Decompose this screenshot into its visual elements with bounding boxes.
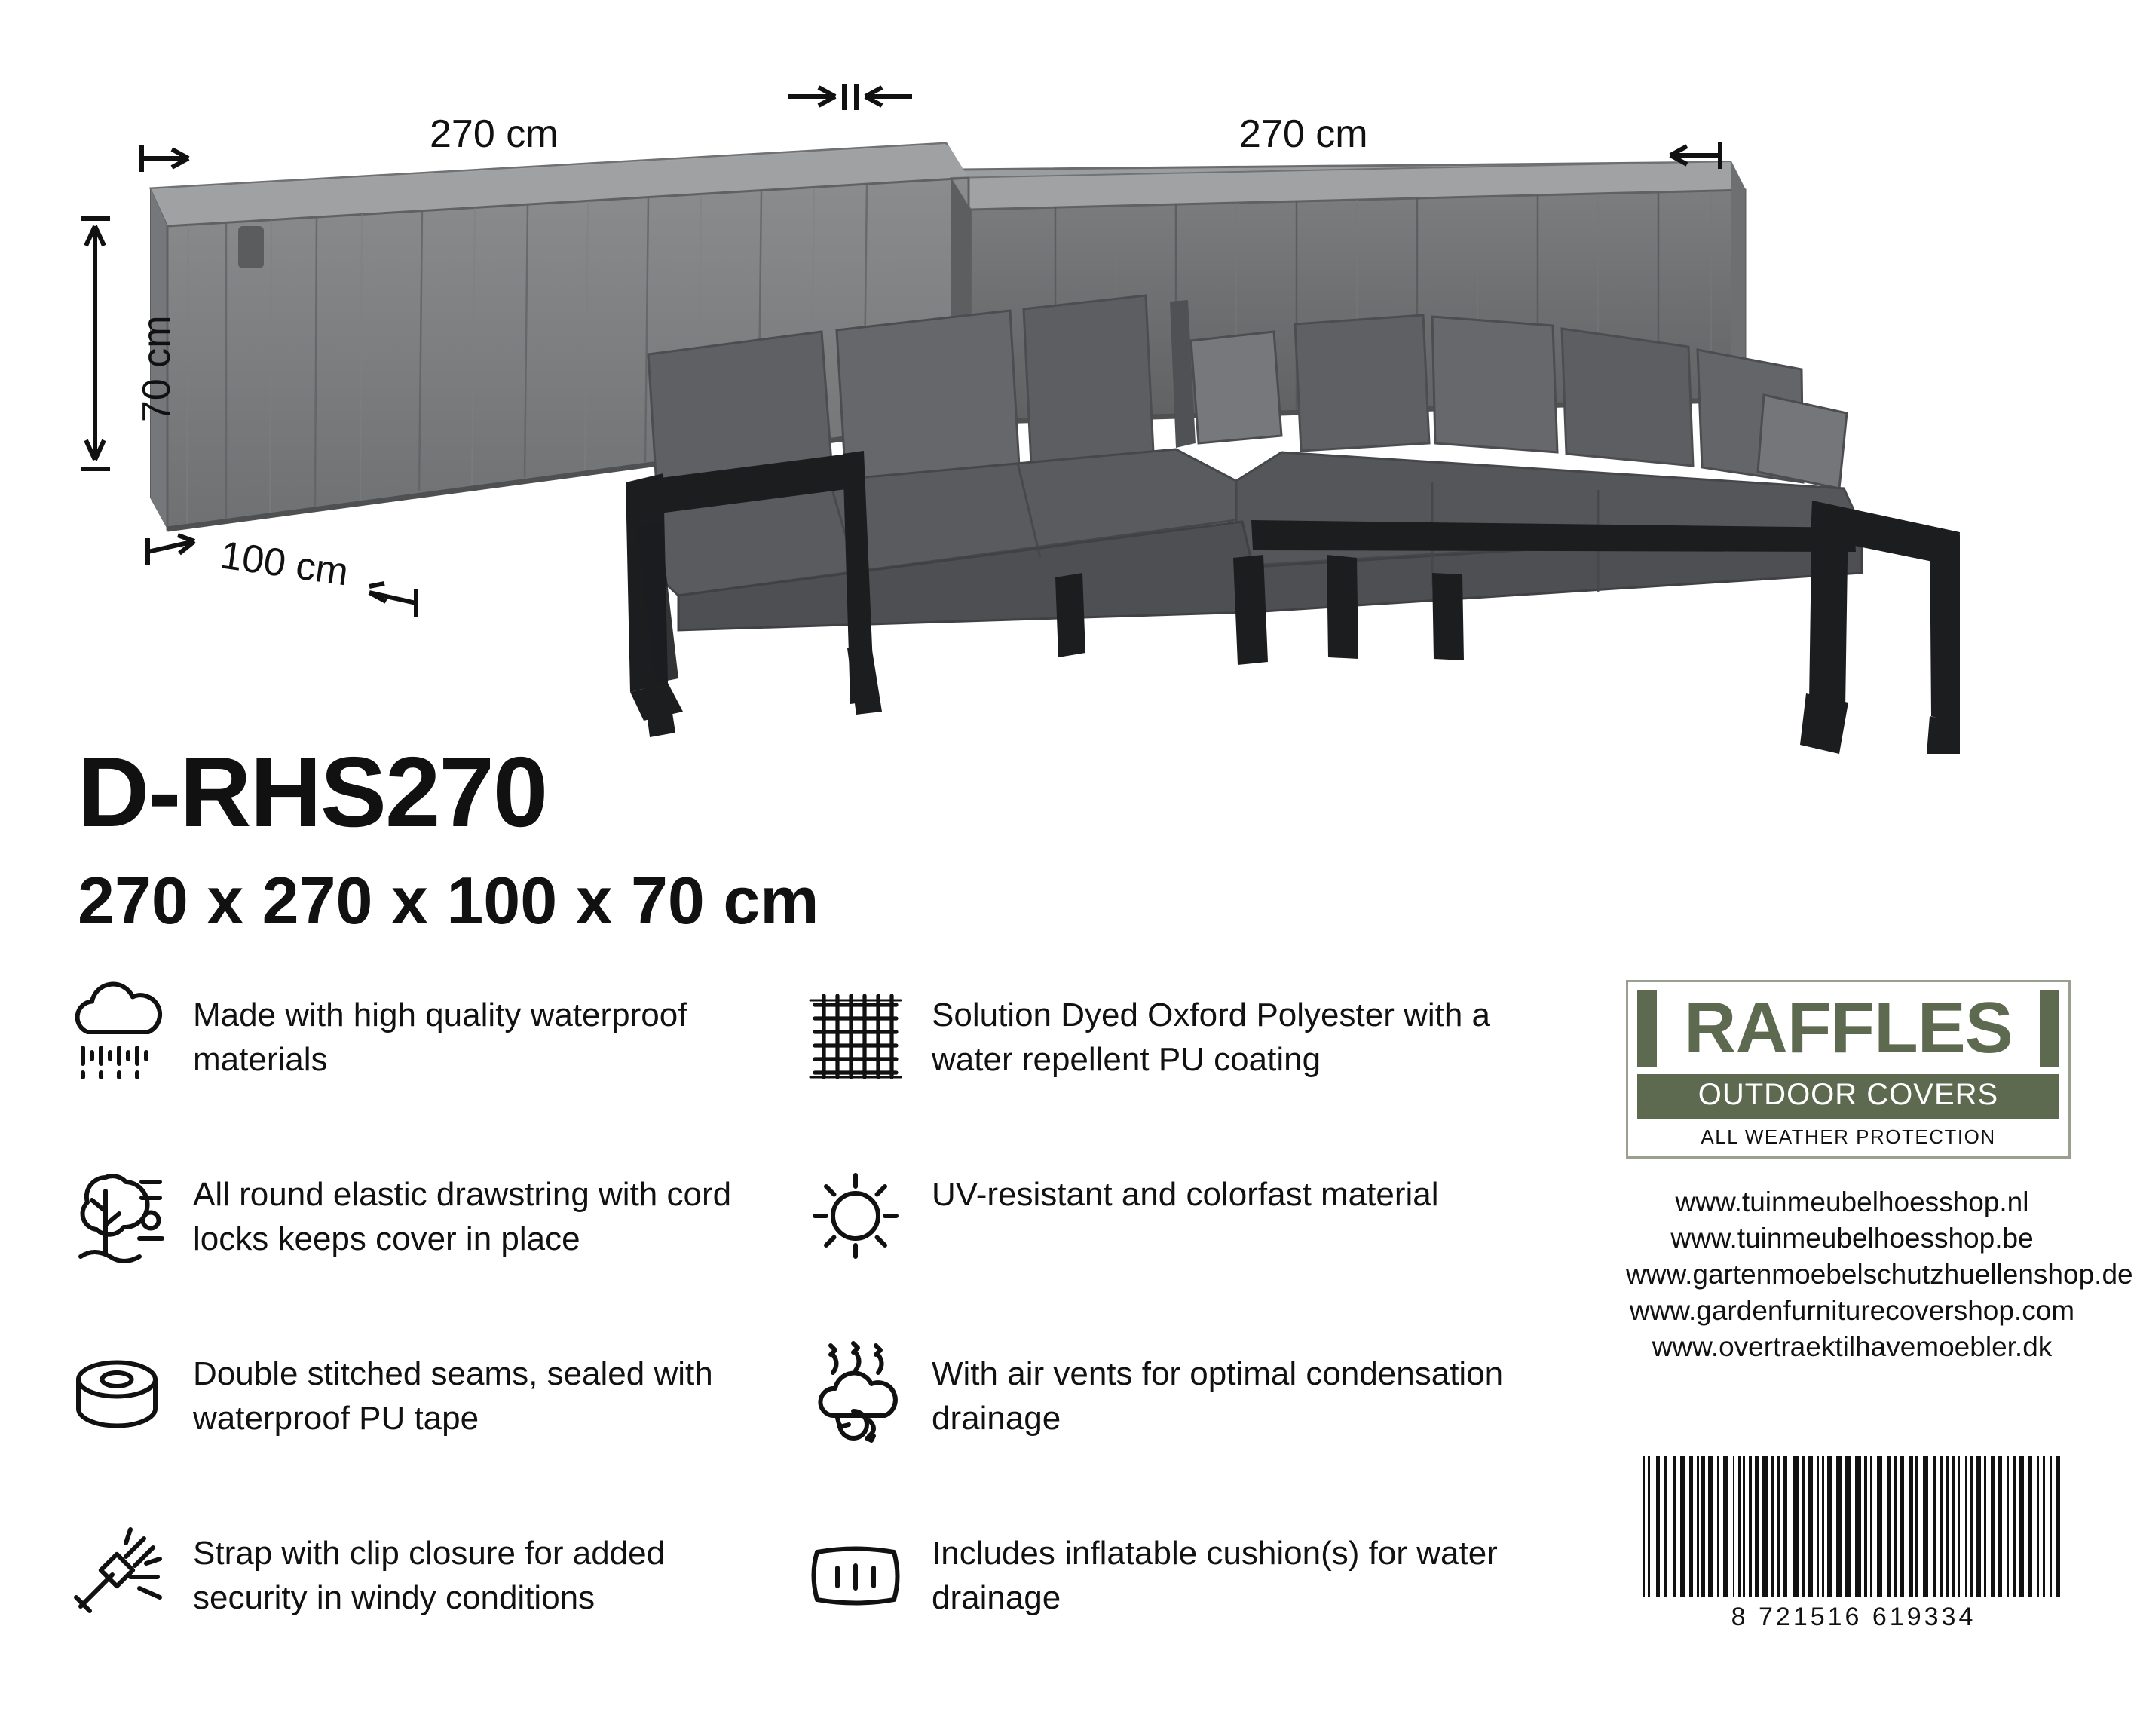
website-item: www.gartenmoebelschutzhuellenshop.de	[1626, 1259, 2133, 1291]
product-code: D-RHS270	[78, 736, 547, 847]
logo-left-bar	[1637, 990, 1657, 1067]
website-list	[1626, 1184, 2133, 1365]
dimension-top-right: 270 cm	[1239, 112, 1368, 156]
feature-item	[60, 1339, 784, 1474]
product-dimensions: 270 x 270 x 100 x 70 cm	[78, 863, 819, 938]
feature-item	[60, 1518, 784, 1654]
sun-icon	[799, 1159, 912, 1272]
feature-text: Includes inflatable cushion(s) for water drainage	[932, 1535, 1498, 1616]
cushion-icon	[799, 1518, 912, 1631]
dimension-arrows	[0, 0, 2137, 754]
feature-text: Made with high quality waterproof materials	[193, 997, 687, 1078]
brand-subtitle: OUTDOOR COVERS	[1637, 1074, 2059, 1119]
logo-right-bar	[2040, 990, 2059, 1067]
feature-item	[799, 1339, 1523, 1474]
feature-text: With air vents for optimal condensation drainage	[932, 1355, 1504, 1437]
barcode-bars	[1643, 1456, 2065, 1597]
brand-tagline: ALL WEATHER PROTECTION	[1701, 1125, 1996, 1148]
brand-name: RAFFLES	[1684, 987, 2013, 1068]
brand-logo	[1626, 980, 2071, 1159]
dimension-height: 70 cm	[135, 315, 179, 422]
feature-item	[799, 1159, 1523, 1295]
feature-text: Solution Dyed Oxford Polyester with a water repellent PU coating	[932, 997, 1491, 1078]
air-vent-cloud-icon	[799, 1339, 912, 1452]
dimension-depth: 100 cm	[217, 533, 351, 595]
fabric-weave-icon	[799, 980, 912, 1093]
feature-item	[799, 980, 1523, 1116]
feature-text: All round elastic drawstring with cord locks keeps cover in place	[193, 1176, 732, 1257]
dimension-top-left: 270 cm	[430, 112, 559, 156]
brand-panel	[1626, 980, 2133, 1365]
barcode	[1643, 1456, 2065, 1632]
strap-clip-icon	[60, 1518, 173, 1631]
feature-text: UV-resistant and colorfast material	[932, 1176, 1439, 1213]
barcode-digits: 8 721516 619334	[1731, 1603, 1976, 1631]
tape-roll-icon	[60, 1339, 173, 1452]
rain-cloud-icon	[60, 980, 173, 1093]
website-item: www.gardenfurniturecovershop.com	[1629, 1295, 2075, 1327]
website-item: www.tuinmeubelhoesshop.be	[1670, 1223, 2034, 1254]
feature-list	[60, 980, 1538, 1654]
product-illustration	[0, 0, 2137, 754]
tree-wind-icon	[60, 1159, 173, 1272]
feature-text: Double stitched seams, sealed with waterproof PU tape	[193, 1355, 713, 1437]
feature-column-left	[60, 980, 784, 1654]
feature-text: Strap with clip closure for added security in windy conditions	[193, 1535, 666, 1616]
feature-item	[60, 980, 784, 1116]
title-block	[78, 736, 819, 938]
website-item: www.overtraektilhavemoebler.dk	[1652, 1331, 2053, 1363]
feature-item	[799, 1518, 1523, 1654]
website-item: www.tuinmeubelhoesshop.nl	[1675, 1186, 2029, 1217]
feature-column-right	[799, 980, 1523, 1654]
feature-item	[60, 1159, 784, 1295]
